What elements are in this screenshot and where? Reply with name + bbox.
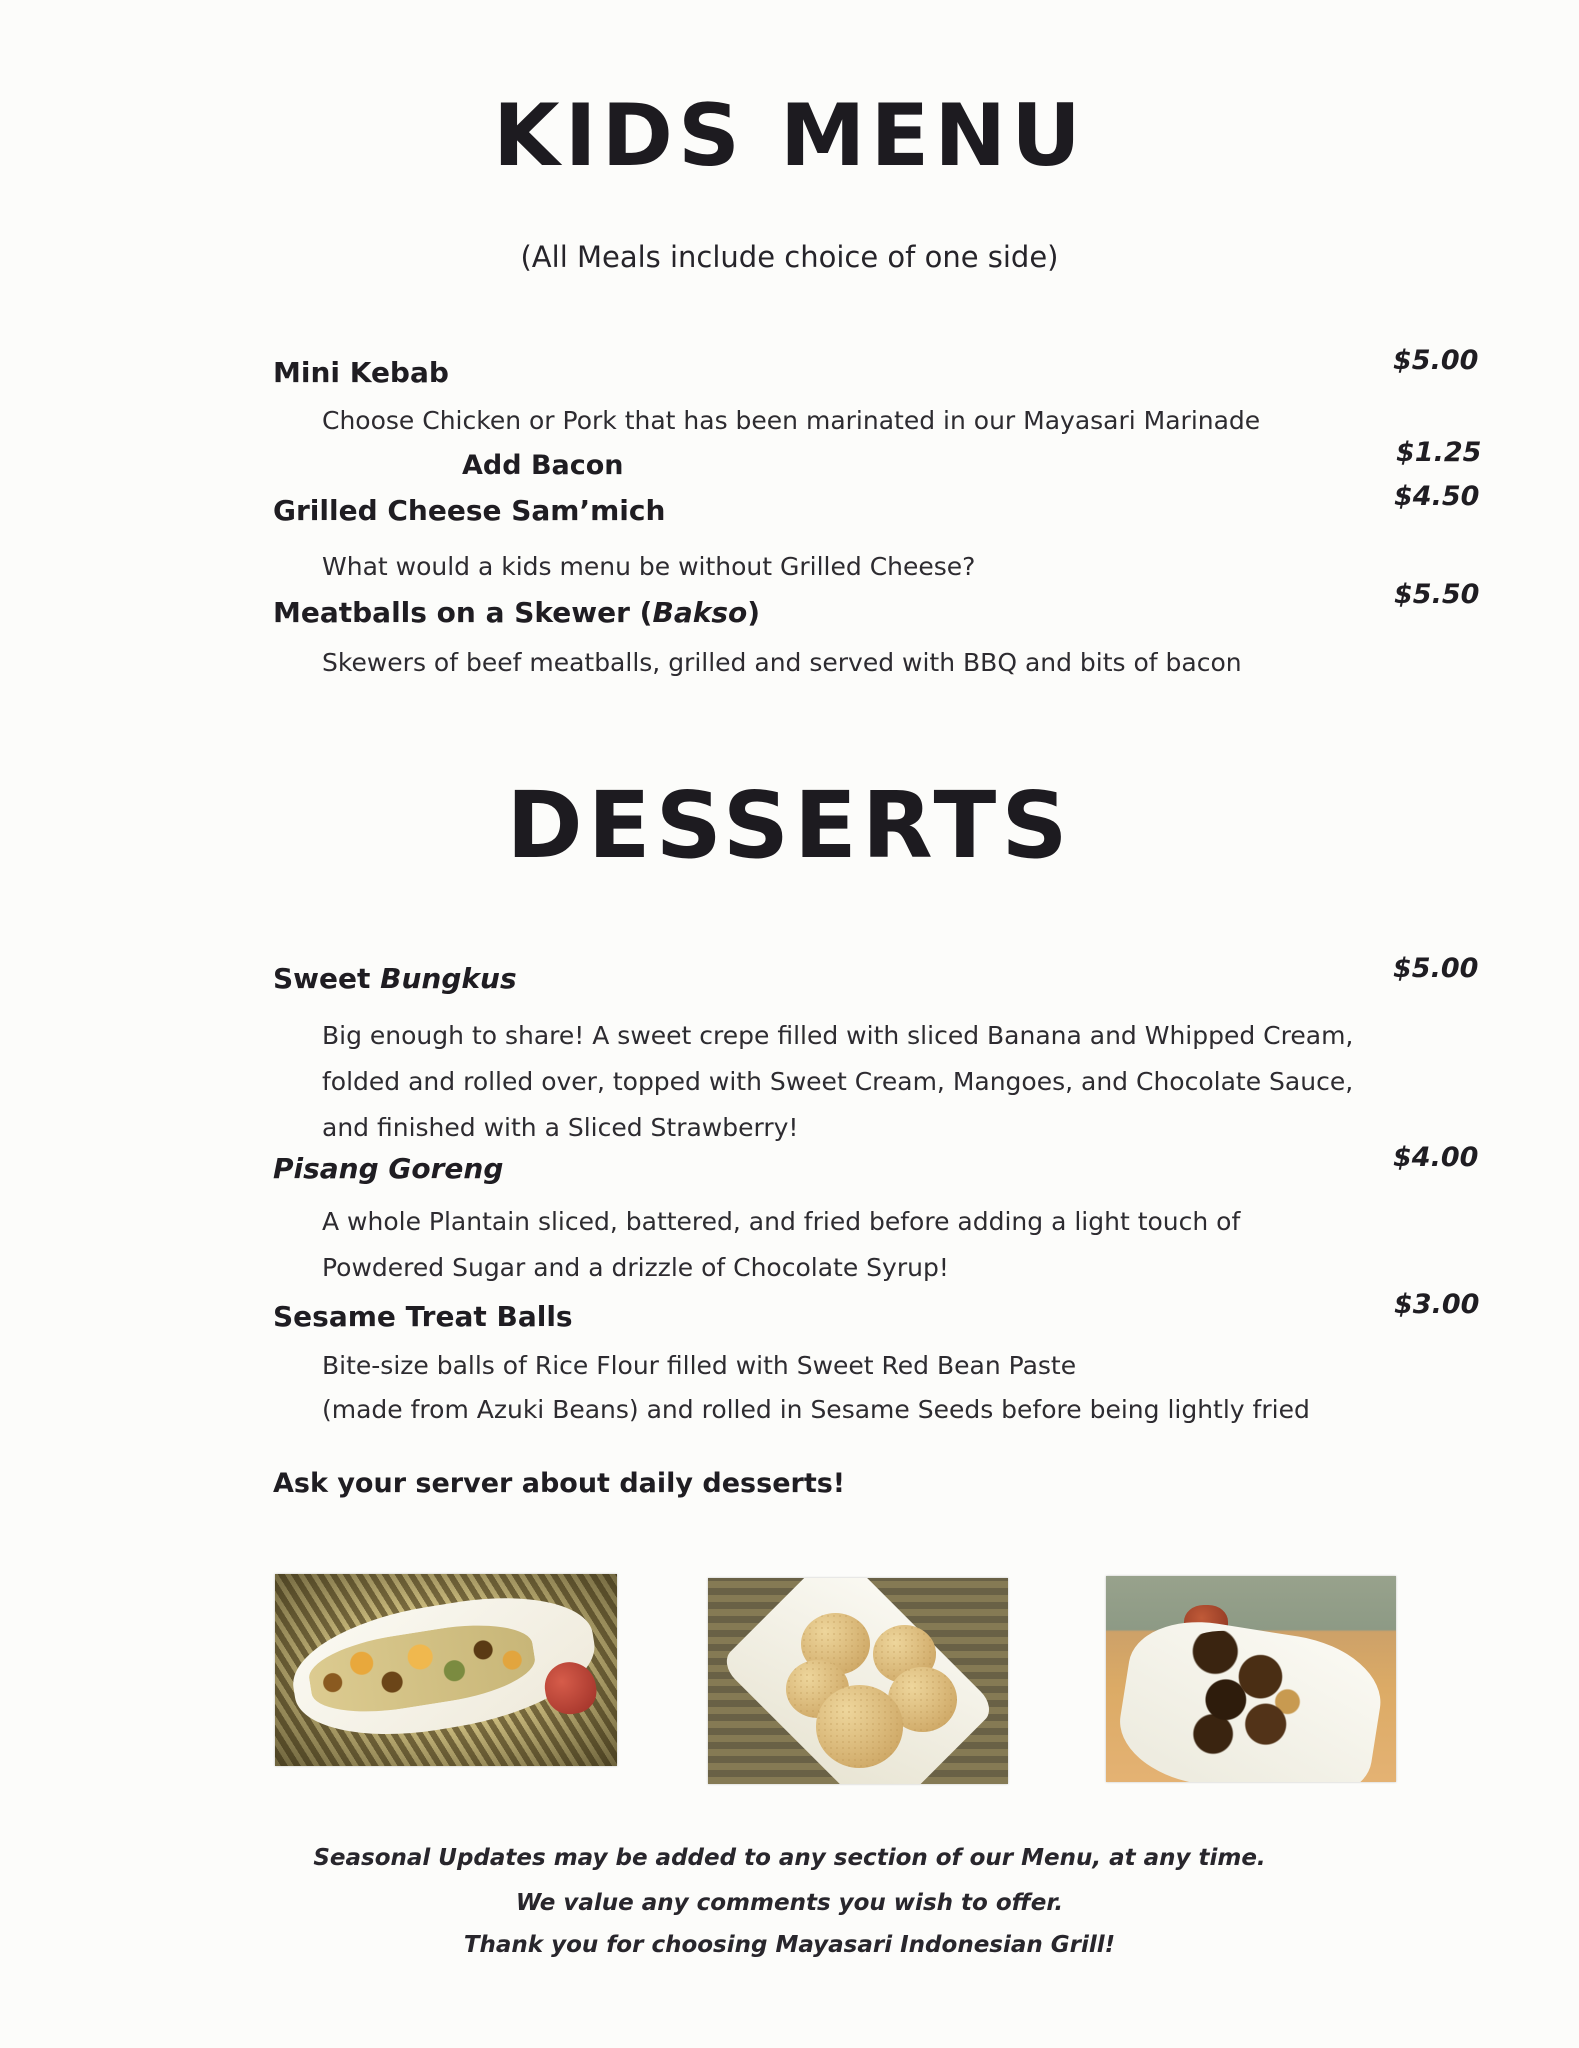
price-grilled-cheese: $4.50 [1394, 481, 1480, 512]
price-add-bacon: $1.25 [1396, 437, 1482, 468]
desc-sweet-bungkus-2: folded and rolled over, topped with Sweet Cream, Mangoes, and Chocolate Sauce, [322, 1067, 1354, 1096]
menu-item-name-pisang-goreng [273, 1152, 503, 1185]
footer-line-2: We value any comments you wish to offer. [515, 1890, 1064, 1916]
price-sesame-treat-balls: $3.00 [1394, 1289, 1480, 1320]
sesame-ball [816, 1685, 903, 1767]
menu-item-name-add-bacon [462, 450, 624, 481]
desc-sesame-treat-balls-2: (made from Azuki Beans) and rolled in Sesame Seeds before being lightly fried [322, 1395, 1310, 1424]
name-part: Mini Kebab [273, 356, 449, 389]
kids-menu-title: KIDS MENU [492, 86, 1087, 186]
desc-sesame-treat-balls-1: Bite-size balls of Rice Flour filled with Sweet Red Bean Paste [322, 1351, 1077, 1380]
photo-sweet-bungkus-crepe [275, 1574, 617, 1766]
name-part: Sesame Treat Balls [273, 1300, 573, 1333]
kids-menu-subtitle: (All Meals include choice of one side) [520, 240, 1059, 274]
desc-sweet-bungkus-1: Big enough to share! A sweet crepe filled with sliced Banana and Whipped Cream, [322, 1021, 1354, 1050]
price-meatballs-bakso: $5.50 [1394, 579, 1480, 610]
name-part: Grilled Cheese Sam’mich [273, 494, 666, 527]
desc-sweet-bungkus-3: and finished with a Sliced Strawberry! [322, 1113, 799, 1142]
photo-chocolate-dessert [1106, 1576, 1396, 1782]
name-part: ) [747, 596, 761, 629]
menu-item-name-grilled-cheese [273, 494, 665, 527]
name-part: Add Bacon [462, 450, 624, 481]
name-part: Meatballs on a Skewer ( [273, 596, 653, 629]
desc-pisang-goreng-1: A whole Plantain sliced, battered, and fried before adding a light touch of [322, 1207, 1241, 1236]
photo-sesame-treat-balls [708, 1578, 1008, 1784]
desc-mini-kebab: Choose Chicken or Pork that has been marinated in our Mayasari Marinade [322, 406, 1261, 435]
price-pisang-goreng: $4.00 [1393, 1142, 1479, 1173]
name-part-italic: Pisang Goreng [273, 1152, 504, 1185]
name-part: Sweet [273, 962, 381, 995]
menu-item-name-sesame-treat-balls [273, 1300, 573, 1333]
desc-meatballs-bakso: Skewers of beef meatballs, grilled and served with BBQ and bits of bacon [322, 648, 1242, 677]
menu-item-name-sweet-bungkus [273, 962, 517, 995]
desc-grilled-cheese: What would a kids menu be without Grilled Cheese? [322, 552, 976, 581]
price-mini-kebab: $5.00 [1393, 345, 1479, 376]
desc-pisang-goreng-2: Powdered Sugar and a drizzle of Chocolate Syrup! [322, 1253, 949, 1282]
daily-desserts-note: Ask your server about daily desserts! [273, 1468, 846, 1499]
footer-line-1: Seasonal Updates may be added to any section of our Menu, at any time. [313, 1845, 1266, 1871]
menu-item-name-meatballs-bakso [273, 596, 760, 629]
name-part-italic: Bungkus [380, 962, 517, 995]
desserts-title: DESSERTS [506, 772, 1073, 879]
price-sweet-bungkus: $5.00 [1393, 953, 1479, 984]
name-part-italic: Bakso [652, 596, 748, 629]
footer-line-3: Thank you for choosing Mayasari Indonesian Grill! [463, 1932, 1116, 1958]
menu-item-name-mini-kebab [273, 356, 449, 389]
